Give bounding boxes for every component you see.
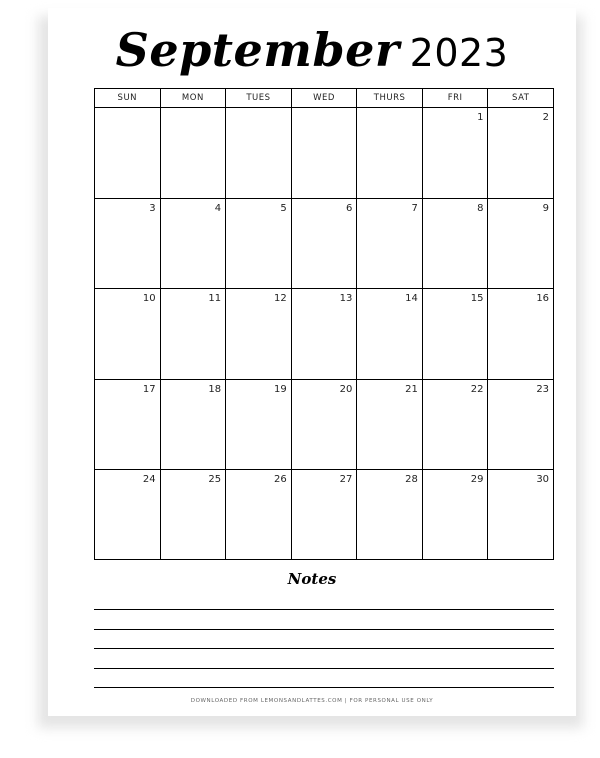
day-number: 3 bbox=[149, 202, 156, 214]
calendar-day-cell[interactable] bbox=[95, 199, 161, 289]
calendar-grid bbox=[94, 88, 554, 560]
calendar-day-cell[interactable] bbox=[488, 470, 553, 560]
calendar-day-cell[interactable] bbox=[423, 108, 489, 198]
calendar-day-cell[interactable] bbox=[292, 380, 358, 470]
calendar-day-cell[interactable] bbox=[292, 108, 358, 198]
calendar-day-cell[interactable] bbox=[357, 199, 423, 289]
calendar-day-cell[interactable] bbox=[357, 289, 423, 379]
calendar-day-cell[interactable] bbox=[357, 380, 423, 470]
calendar-day-cell[interactable] bbox=[161, 289, 227, 379]
calendar-day-cell[interactable] bbox=[226, 199, 292, 289]
calendar-day-cell[interactable] bbox=[292, 470, 358, 560]
calendar-day-cell[interactable] bbox=[161, 470, 227, 560]
calendar-day-cell[interactable] bbox=[161, 108, 227, 198]
calendar-day-cell[interactable] bbox=[423, 289, 489, 379]
calendar-day-cell[interactable] bbox=[226, 108, 292, 198]
day-number: 1 bbox=[477, 112, 484, 123]
day-number: 19 bbox=[274, 383, 287, 395]
day-number: 12 bbox=[274, 293, 287, 305]
calendar-page bbox=[48, 8, 576, 716]
calendar-day-cell[interactable] bbox=[292, 199, 358, 289]
note-line[interactable] bbox=[94, 668, 554, 669]
weekday-fri: FRI bbox=[423, 89, 489, 107]
day-number: 8 bbox=[477, 202, 484, 214]
day-number: 5 bbox=[280, 202, 287, 214]
day-number: 2 bbox=[542, 112, 550, 123]
calendar-title bbox=[48, 22, 576, 81]
calendar-day-cell[interactable] bbox=[357, 108, 423, 198]
note-line[interactable] bbox=[94, 687, 554, 688]
notes-title: Notes bbox=[287, 570, 337, 588]
day-number: 28 bbox=[405, 474, 418, 486]
day-number: 17 bbox=[142, 383, 156, 395]
day-number: 24 bbox=[142, 474, 156, 486]
day-number: 16 bbox=[536, 293, 550, 305]
calendar-week-row bbox=[95, 108, 553, 199]
calendar-day-cell[interactable] bbox=[95, 108, 161, 198]
note-line[interactable] bbox=[94, 648, 554, 649]
calendar-week-row bbox=[95, 289, 553, 380]
weekday-wed: WED bbox=[292, 89, 358, 107]
calendar-week-row bbox=[95, 380, 553, 471]
calendar-day-cell[interactable] bbox=[226, 380, 292, 470]
weekday-tues: TUES bbox=[226, 89, 292, 107]
calendar-day-cell[interactable] bbox=[423, 470, 489, 560]
day-number: 18 bbox=[208, 383, 222, 395]
day-number: 7 bbox=[411, 202, 418, 214]
calendar-day-cell[interactable] bbox=[488, 380, 553, 470]
day-number: 9 bbox=[542, 202, 550, 214]
day-number: 15 bbox=[470, 293, 484, 305]
day-number: 30 bbox=[536, 474, 550, 486]
calendar-week-row bbox=[95, 470, 553, 560]
weekday-mon: MON bbox=[161, 89, 227, 107]
calendar-day-cell[interactable] bbox=[423, 380, 489, 470]
day-number: 26 bbox=[274, 474, 287, 486]
calendar-week-row bbox=[95, 199, 553, 290]
calendar-day-cell[interactable] bbox=[357, 470, 423, 560]
note-line[interactable] bbox=[94, 629, 554, 630]
weekday-sun: SUN bbox=[95, 89, 161, 107]
weekday-sat: SAT bbox=[512, 93, 530, 103]
calendar-day-cell[interactable] bbox=[95, 380, 161, 470]
calendar-day-cell[interactable] bbox=[488, 108, 553, 198]
day-number: 14 bbox=[405, 293, 418, 305]
day-number: 21 bbox=[405, 383, 418, 395]
calendar-day-cell[interactable] bbox=[161, 380, 227, 470]
day-number: 29 bbox=[470, 474, 484, 486]
note-line[interactable] bbox=[94, 609, 554, 610]
calendar-day-cell[interactable] bbox=[226, 470, 292, 560]
day-number: 4 bbox=[214, 202, 222, 214]
calendar-day-cell[interactable] bbox=[161, 199, 227, 289]
calendar-day-cell[interactable] bbox=[488, 199, 553, 289]
weekday-header-row bbox=[95, 89, 553, 108]
day-number: 23 bbox=[536, 383, 550, 395]
month-title: September bbox=[115, 23, 400, 77]
day-number: 11 bbox=[208, 293, 222, 305]
day-number: 22 bbox=[470, 383, 484, 395]
day-number: 13 bbox=[339, 293, 353, 305]
calendar-day-cell[interactable] bbox=[226, 289, 292, 379]
day-number: 6 bbox=[345, 202, 353, 214]
calendar-day-cell[interactable] bbox=[488, 289, 553, 379]
day-number: 20 bbox=[339, 383, 353, 395]
footer-text: DOWNLOADED FROM LEMONSANDLATTES.COM | FOR PERSONAL USE ONLY bbox=[190, 698, 434, 704]
calendar-day-cell[interactable] bbox=[292, 289, 358, 379]
calendar-day-cell[interactable] bbox=[95, 470, 161, 560]
year-title: 2023 bbox=[409, 31, 509, 75]
calendar-weeks bbox=[95, 108, 553, 560]
weekday-thurs: THURS bbox=[357, 89, 423, 107]
day-number: 25 bbox=[208, 474, 222, 486]
calendar-day-cell[interactable] bbox=[423, 199, 489, 289]
day-number: 27 bbox=[339, 474, 353, 486]
day-number: 10 bbox=[142, 293, 156, 305]
calendar-day-cell[interactable] bbox=[95, 289, 161, 379]
